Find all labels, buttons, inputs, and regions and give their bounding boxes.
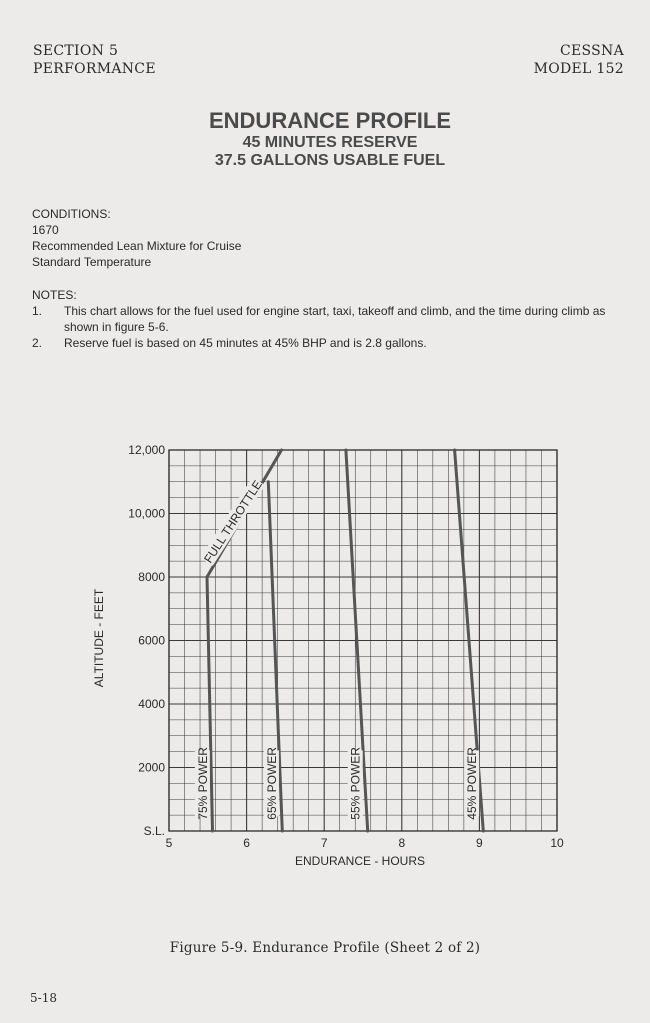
y-tick-label: 4000: [138, 697, 165, 711]
chart-tick-labels: [128, 443, 564, 850]
x-tick-label: 5: [165, 836, 173, 850]
make-label: CESSNA: [559, 43, 624, 59]
note-text: Reserve fuel is based on 45 minutes at 45% BHP and is 2.8 gallons.: [64, 336, 427, 350]
condition-line: Recommended Lean Mixture for Cruise: [32, 239, 242, 253]
series-label: 55% POWER: [348, 747, 363, 820]
conditions-heading: CONDITIONS:: [32, 207, 111, 221]
x-tick-label: 8: [398, 836, 406, 850]
section-name: PERFORMANCE: [33, 61, 156, 77]
y-tick-label: 6000: [138, 633, 165, 648]
note-number: 2.: [32, 336, 43, 350]
condition-line: 1670: [32, 223, 59, 237]
section-label: SECTION 5: [33, 43, 119, 59]
x-tick-label: 7: [320, 836, 328, 850]
y-axis-label: ALTITUDE - FEET: [92, 588, 106, 688]
page-title: ENDURANCE PROFILE: [208, 108, 451, 133]
x-tick-label: 9: [476, 836, 483, 850]
figure-caption: Figure 5-9. Endurance Profile (Sheet 2 of 2): [169, 940, 481, 956]
series-label: 75% POWER: [195, 747, 210, 820]
note-text: This chart allows for the fuel used for engine start, taxi, takeoff and climb, and the time during climb as shown in figure 5-6.: [64, 304, 606, 334]
y-tick-label: 12,000: [128, 443, 165, 457]
x-tick-label: 6: [243, 836, 250, 850]
note-number: 1.: [32, 304, 43, 318]
series-label: 45% POWER: [465, 747, 480, 820]
y-tick-label: 2000: [138, 760, 165, 775]
condition-line: Standard Temperature: [32, 255, 152, 269]
subtitle-fuel: 37.5 GALLONS USABLE FUEL: [214, 152, 446, 169]
y-tick-label: S.L.: [143, 824, 165, 838]
model-label: MODEL 152: [533, 61, 624, 77]
subtitle-reserve: 45 MINUTES RESERVE: [242, 134, 418, 151]
series-label: FULL THROTTLE: [201, 477, 265, 566]
series-label: 65% POWER: [264, 747, 279, 820]
y-tick-label: 10,000: [128, 506, 165, 521]
x-tick-label: 10: [550, 836, 564, 850]
y-tick-label: 8000: [138, 570, 165, 584]
x-axis-label: ENDURANCE - HOURS: [294, 854, 426, 868]
page-number: 5-18: [30, 991, 57, 1005]
notes-heading: NOTES:: [32, 288, 77, 302]
